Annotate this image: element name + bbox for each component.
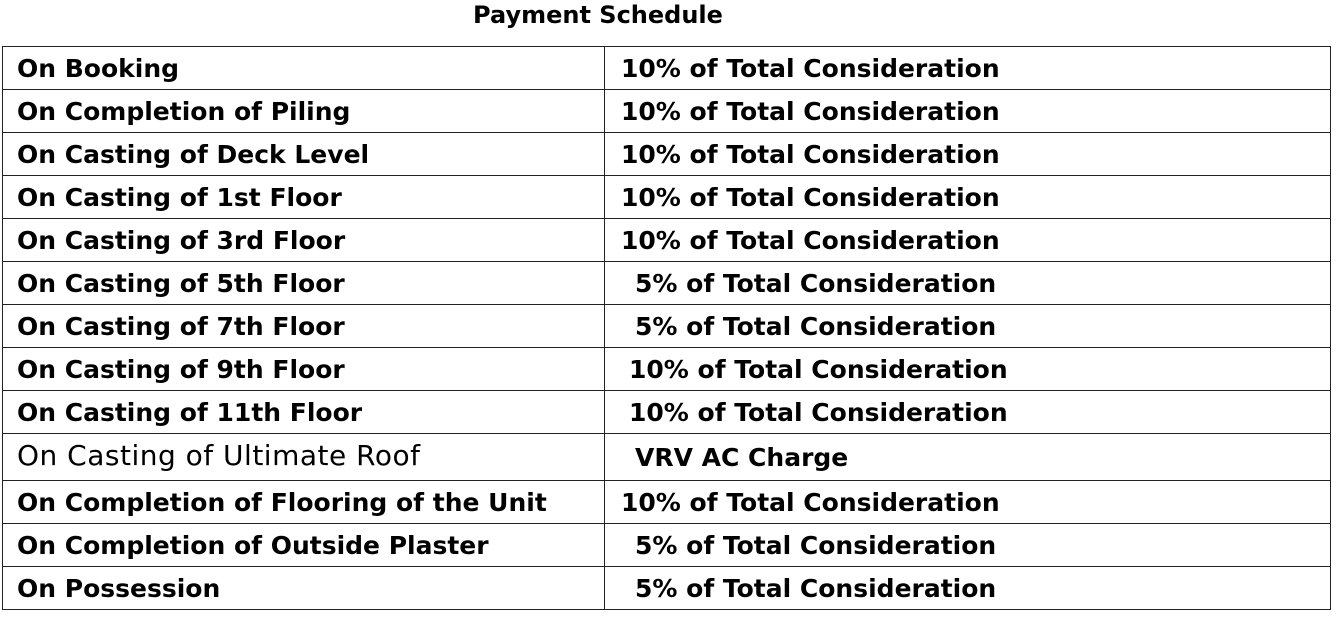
stage-cell: On Casting of 9th Floor [3,348,605,391]
amount-cell: 10% of Total Consideration [605,133,1331,176]
amount-cell: VRV AC Charge [605,434,1331,481]
amount-cell: 5% of Total Consideration [605,262,1331,305]
stage-cell: On Casting of 11th Floor [3,391,605,434]
amount-cell: 5% of Total Consideration [605,567,1331,610]
table-row [3,481,1331,524]
table-row [3,434,1331,481]
table-row [3,348,1331,391]
amount-cell: 10% of Total Consideration [605,47,1331,90]
stage-cell: On Casting of 5th Floor [3,262,605,305]
table-row [3,524,1331,567]
page-title: Payment Schedule [473,1,723,29]
stage-cell: On Casting of 1st Floor [3,176,605,219]
stage-cell: On Booking [3,47,605,90]
table-row [3,133,1331,176]
table-row [3,176,1331,219]
amount-cell: 10% of Total Consideration [605,219,1331,262]
amount-cell: 10% of Total Consideration [605,90,1331,133]
stage-cell: On Casting of Deck Level [3,133,605,176]
table-row [3,47,1331,90]
stage-cell: On Casting of 3rd Floor [3,219,605,262]
amount-cell: 10% of Total Consideration [605,481,1331,524]
stage-cell: On Completion of Piling [3,90,605,133]
table-row [3,262,1331,305]
amount-cell: 5% of Total Consideration [605,524,1331,567]
stage-cell: On Completion of Flooring of the Unit [3,481,605,524]
payment-schedule-table [2,46,1331,610]
table-row [3,567,1331,610]
amount-cell: 10% of Total Consideration [605,176,1331,219]
stage-cell: On Possession [3,567,605,610]
table-row [3,391,1331,434]
stage-cell: On Casting of Ultimate Roof [3,434,605,481]
payment-schedule-body [3,47,1331,610]
table-row [3,90,1331,133]
amount-cell: 10% of Total Consideration [605,348,1331,391]
amount-cell: 5% of Total Consideration [605,305,1331,348]
stage-cell: On Casting of 7th Floor [3,305,605,348]
table-row [3,305,1331,348]
amount-cell: 10% of Total Consideration [605,391,1331,434]
table-row [3,219,1331,262]
stage-cell: On Completion of Outside Plaster [3,524,605,567]
